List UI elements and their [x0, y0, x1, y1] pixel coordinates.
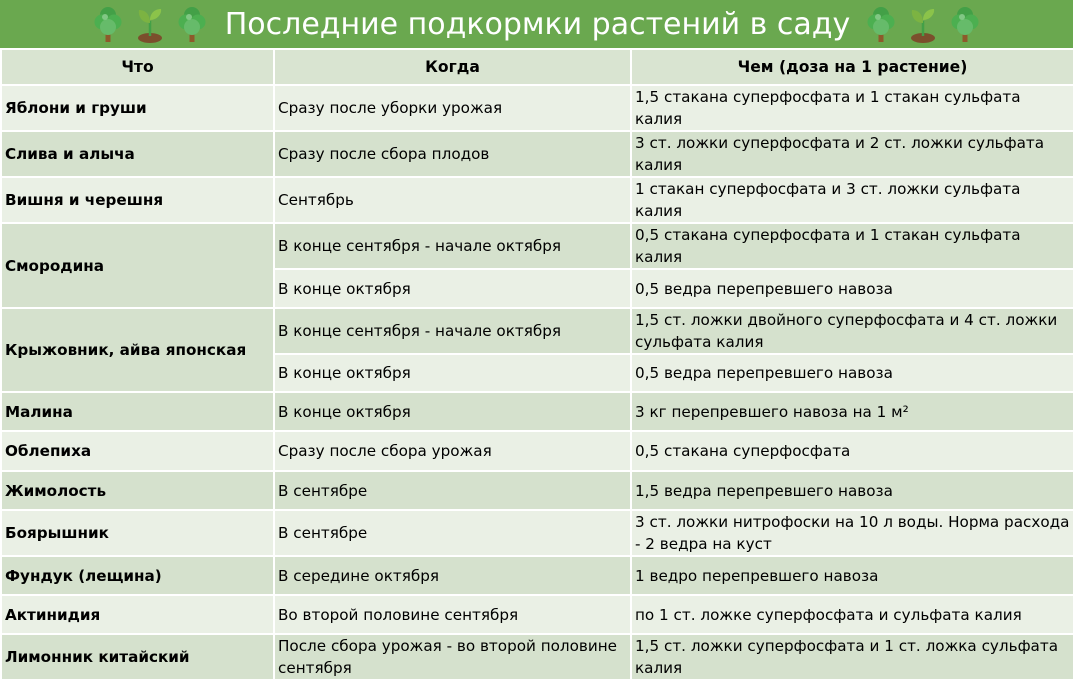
seedling-icon	[908, 5, 938, 43]
table-row	[1, 510, 1073, 556]
dose-cell: 0,5 ведра перепревшего навоза	[631, 354, 1073, 392]
right-icons	[860, 5, 986, 43]
table-row	[1, 223, 1073, 269]
plant-cell: Вишня и черешня	[1, 177, 274, 223]
feeding-table	[0, 48, 1073, 681]
dose-cell: 0,5 ведра перепревшего навоза	[631, 269, 1073, 308]
tree-icon	[177, 5, 207, 43]
when-cell: В конце сентября - начале октября	[274, 223, 631, 269]
plant-cell: Лимонник китайский	[1, 634, 274, 680]
tree-icon	[950, 5, 980, 43]
dose-cell: 1,5 ст. ложки суперфосфата и 1 ст. ложка сульфата калия	[631, 634, 1073, 680]
table-header-row	[1, 49, 1073, 85]
dose-cell: 0,5 стакана суперфосфата	[631, 431, 1073, 471]
table-row	[1, 177, 1073, 223]
plant-cell: Слива и алыча	[1, 131, 274, 177]
tree-icon	[93, 5, 123, 43]
plant-cell: Жимолость	[1, 471, 274, 510]
plant-cell: Фундук (лещина)	[1, 556, 274, 595]
when-cell: В конце октября	[274, 392, 631, 431]
dose-cell: 1,5 ведра перепревшего навоза	[631, 471, 1073, 510]
when-cell: В конце октября	[274, 269, 631, 308]
table-row	[1, 556, 1073, 595]
dose-cell: 3 ст. ложки нитрофоски на 10 л воды. Норма расхода - 2 ведра на куст	[631, 510, 1073, 556]
when-cell: В сентябре	[274, 471, 631, 510]
left-icons	[87, 5, 213, 43]
column-header-dose: Чем (доза на 1 растение)	[631, 49, 1073, 85]
when-cell: В середине октября	[274, 556, 631, 595]
table-row	[1, 85, 1073, 131]
when-cell: После сбора урожая - во второй половине сентября	[274, 634, 631, 680]
dose-cell: по 1 ст. ложке суперфосфата и сульфата калия	[631, 595, 1073, 634]
dose-cell: 1 стакан суперфосфата и 3 ст. ложки сульфата калия	[631, 177, 1073, 223]
when-cell: Сразу после сбора урожая	[274, 431, 631, 471]
column-header-what: Что	[1, 49, 274, 85]
when-cell: Сразу после сбора плодов	[274, 131, 631, 177]
column-header-when: Когда	[274, 49, 631, 85]
table-row	[1, 131, 1073, 177]
table-row	[1, 392, 1073, 431]
table-row	[1, 308, 1073, 354]
plant-cell: Смородина	[1, 223, 274, 308]
table-row	[1, 471, 1073, 510]
plant-cell: Малина	[1, 392, 274, 431]
when-cell: Сентябрь	[274, 177, 631, 223]
plant-cell: Боярышник	[1, 510, 274, 556]
when-cell: Во второй половине сентября	[274, 595, 631, 634]
plant-cell: Актинидия	[1, 595, 274, 634]
seedling-icon	[135, 5, 165, 43]
when-cell: В конце сентября - начале октября	[274, 308, 631, 354]
table-row	[1, 634, 1073, 680]
tree-icon	[866, 5, 896, 43]
when-cell: Сразу после уборки урожая	[274, 85, 631, 131]
when-cell: В сентябре	[274, 510, 631, 556]
title-banner	[0, 0, 1073, 48]
dose-cell: 0,5 стакана суперфосфата и 1 стакан сульфата калия	[631, 223, 1073, 269]
dose-cell: 3 кг перепревшего навоза на 1 м²	[631, 392, 1073, 431]
when-cell: В конце октября	[274, 354, 631, 392]
dose-cell: 1,5 стакана суперфосфата и 1 стакан сульфата калия	[631, 85, 1073, 131]
dose-cell: 3 ст. ложки суперфосфата и 2 ст. ложки сульфата калия	[631, 131, 1073, 177]
dose-cell: 1 ведро перепревшего навоза	[631, 556, 1073, 595]
plant-cell: Облепиха	[1, 431, 274, 471]
plant-cell: Яблони и груши	[1, 85, 274, 131]
page-title: Последние подкормки растений в саду	[224, 6, 851, 42]
dose-cell: 1,5 ст. ложки двойного суперфосфата и 4 ст. ложки сульфата калия	[631, 308, 1073, 354]
table-row	[1, 431, 1073, 471]
plant-cell: Крыжовник, айва японская	[1, 308, 274, 392]
table-row	[1, 595, 1073, 634]
